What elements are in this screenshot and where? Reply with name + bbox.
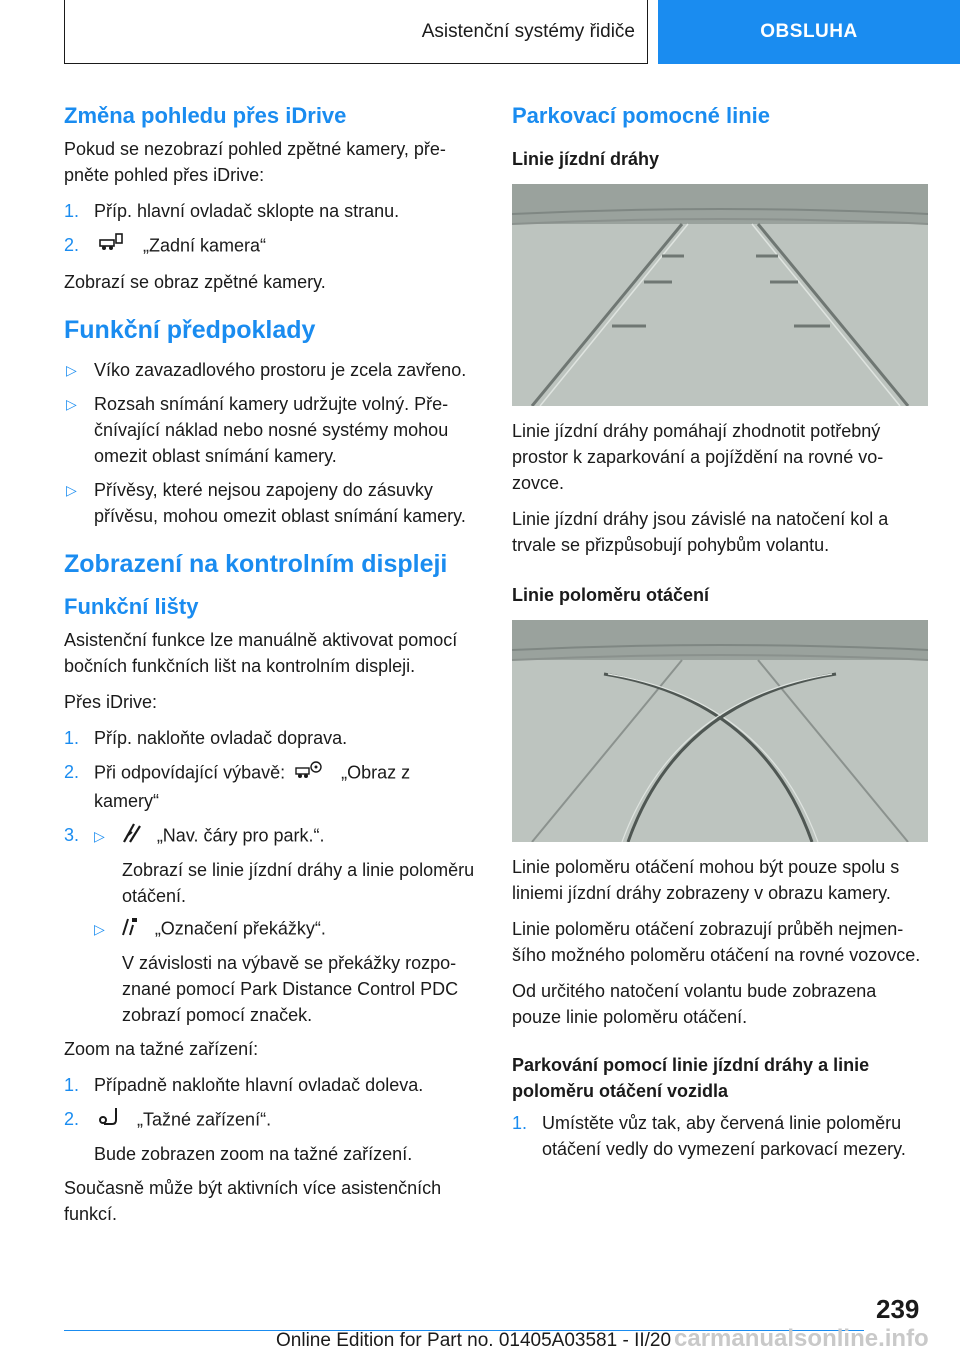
sub-item-desc: V závislosti na výbavě se překážky rozpoznané pomocí Park Distance Control PDC zobrazí pomocí značek. bbox=[122, 953, 459, 1025]
bullet-triangle-icon: ▷ bbox=[66, 362, 77, 378]
sub-item-label: „Nav. čáry pro park.“. bbox=[156, 825, 325, 846]
step-number: 3. bbox=[64, 825, 80, 845]
step-number: 2. bbox=[64, 1109, 80, 1129]
camera-settings-icon bbox=[294, 759, 324, 788]
list-item bbox=[64, 198, 480, 224]
paragraph-radius-1: Linie poloměru otáčení mohou být pouze spolu s liniemi jízdní dráhy zobrazeny v obrazu kamery. bbox=[512, 857, 900, 903]
paragraph-shows-camera: Zobrazí se obraz zpětné kamery. bbox=[64, 272, 326, 292]
heading-prerequisites: Funkční předpoklady bbox=[64, 316, 316, 344]
paragraph-via-idrive: Přes iDrive: bbox=[64, 692, 158, 712]
list-item bbox=[64, 232, 480, 261]
right-column bbox=[512, 100, 928, 1170]
sub-item-label: „Označení překážky“. bbox=[154, 918, 326, 939]
running-header bbox=[64, 0, 648, 64]
left-column bbox=[64, 100, 480, 1237]
list-item bbox=[64, 357, 480, 383]
chapter-tab bbox=[658, 0, 960, 64]
heading-function-bars: Funkční lišty bbox=[64, 594, 199, 619]
obstacle-marking-icon bbox=[120, 915, 140, 944]
paragraph-multiple-functions: Současně může být aktivních více asistenčních funkcí. bbox=[64, 1178, 442, 1224]
paragraph-radius-3: Od určitého natočení volantu bude zobrazena pouze linie poloměru otáčení. bbox=[512, 981, 877, 1027]
heading-change-view: Změna pohledu přes iDrive bbox=[64, 103, 347, 128]
bullet-triangle-icon: ▷ bbox=[94, 921, 105, 938]
step-number: 1. bbox=[64, 728, 80, 748]
step-text: Při odpovídající výbavě: bbox=[94, 762, 286, 783]
heading-parking-with-lines: Parkování pomocí linie jízdní dráhy a linie poloměru otáčení vozidla bbox=[512, 1055, 870, 1101]
heading-control-display: Zobrazení na kontrolním displeji bbox=[64, 550, 448, 578]
sub-list bbox=[94, 822, 480, 1028]
heading-lane-lines: Linie jízdní dráhy bbox=[512, 149, 660, 169]
bullet-triangle-icon: ▷ bbox=[66, 396, 77, 412]
step-text: „Obraz z kamery“ bbox=[94, 762, 411, 811]
list-item bbox=[64, 1106, 480, 1167]
watermark: carmanualsonline.info bbox=[674, 1325, 929, 1352]
item-text: Rozsah snímání kamery udržujte volný. Přečnívající náklad nebo nosné systémy mohou omezit oblast snímání kamery. bbox=[94, 394, 449, 466]
tow-hitch-icon bbox=[98, 1106, 120, 1135]
steps-zoom bbox=[64, 1072, 480, 1167]
prerequisites-list bbox=[64, 357, 480, 529]
step-result: Bude zobrazen zoom na tažné zařízení. bbox=[94, 1144, 413, 1164]
turning-radius-image bbox=[512, 620, 928, 842]
step-text: Příp. hlavní ovladač sklopte na stranu. bbox=[94, 201, 400, 221]
list-item bbox=[64, 477, 480, 529]
rear-camera-icon bbox=[98, 232, 126, 261]
paragraph-lane-1: Linie jízdní dráhy pomáhají zhodnotit potřebný prostor k zaparkování a pojíždění na rovné vozovce. bbox=[512, 421, 884, 493]
list-item bbox=[64, 822, 480, 1028]
step-text: „Tažné zařízení“. bbox=[137, 1109, 272, 1130]
list-item bbox=[64, 725, 480, 751]
page-number: 239 bbox=[876, 1294, 920, 1324]
bullet-triangle-icon: ▷ bbox=[94, 828, 105, 845]
steps-parking bbox=[512, 1110, 928, 1162]
paragraph-zoom: Zoom na tažné zařízení: bbox=[64, 1039, 259, 1059]
bullet-triangle-icon: ▷ bbox=[66, 482, 77, 498]
step-text: Případně nakloňte hlavní ovladač doleva. bbox=[94, 1075, 424, 1095]
sub-item-desc: Zobrazí se linie jízdní dráhy a linie poloměru otáčení. bbox=[122, 860, 475, 906]
step-text: Příp. nakloňte ovladač doprava. bbox=[94, 728, 348, 748]
chapter-tab-label: OBSLUHA bbox=[760, 21, 858, 42]
step-number: 2. bbox=[64, 762, 80, 782]
step-text: „Zadní kamera“ bbox=[143, 235, 267, 256]
sub-list-item bbox=[94, 915, 480, 1028]
list-item bbox=[64, 759, 480, 814]
heading-parking-lines: Parkovací pomocné linie bbox=[512, 103, 770, 128]
list-item bbox=[64, 1072, 480, 1098]
step-number: 1. bbox=[64, 1075, 80, 1095]
list-item bbox=[64, 391, 480, 469]
steps-function-bars bbox=[64, 725, 480, 1028]
paragraph-function-bars: Asistenční funkce lze manuálně aktivovat pomocí bočních funkčních lišt na kontrolním displeji. bbox=[64, 630, 458, 676]
step-number: 2. bbox=[64, 235, 80, 255]
paragraph-lane-2: Linie jízdní dráhy jsou závislé na natočení kol a trvale se přizpůsobují pohybům volantu. bbox=[512, 509, 889, 555]
steps-change-view bbox=[64, 198, 480, 261]
paragraph-change-view: Pokud se nezobrazí pohled zpětné kamery, přepněte pohled přes iDrive: bbox=[64, 139, 446, 185]
paragraph-radius-2: Linie poloměru otáčení zobrazují průběh nejmenšího možného poloměru otáčení na rovné vozovce. bbox=[512, 919, 921, 965]
list-item bbox=[512, 1110, 928, 1162]
step-number: 1. bbox=[512, 1113, 528, 1133]
heading-turning-radius: Linie poloměru otáčení bbox=[512, 585, 710, 605]
item-text: Přívěsy, které nejsou zapojeny do zásuvky přívěsu, mohou omezit oblast snímání kamery. bbox=[94, 480, 466, 526]
step-text: Umístěte vůz tak, aby červená linie poloměru otáčení vedly do vymezení parkovací mezery. bbox=[542, 1113, 906, 1159]
footer-edition: Online Edition for Part no. 01405A03581 - II/20 bbox=[276, 1330, 672, 1351]
parking-lines-icon bbox=[120, 822, 142, 851]
sub-list-item bbox=[94, 822, 480, 909]
section-title: Asistenční systémy řidiče bbox=[421, 20, 635, 42]
item-text: Víko zavazadlového prostoru je zcela zavřeno. bbox=[94, 360, 467, 380]
lane-lines-image bbox=[512, 184, 928, 406]
step-number: 1. bbox=[64, 201, 80, 221]
